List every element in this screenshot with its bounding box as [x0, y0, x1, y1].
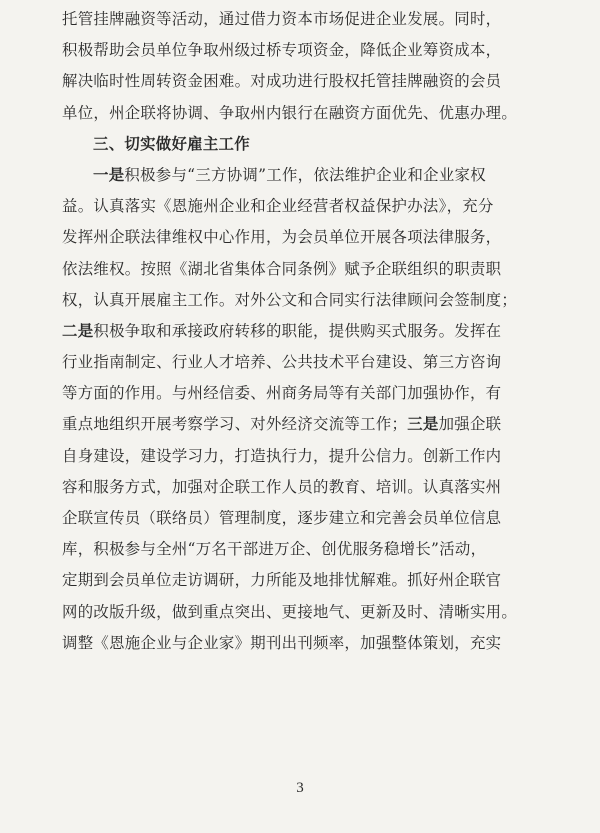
text-line: 单位，州企联将协调、争取州内银行在融资方面优先、优惠办理。: [62, 103, 518, 122]
text-line: 库，积极参与全州“万名干部进万企、创优服务稳增长”活动，: [62, 540, 487, 559]
text-span: 加强企联: [438, 415, 502, 434]
text-span: 重点地组织开展考察学习、对外经济交流等工作；: [62, 415, 408, 434]
text-line: 容和服务方式，加强对企联工作人员的教育、培训。认真落实州: [62, 477, 502, 496]
text-line: 行业指南制定、行业人才培养、公共技术平台建设、第三方咨询: [62, 353, 502, 372]
text-line: 网的改版升级，做到重点突出、更接地气、更新及时、清晰实用。: [62, 602, 518, 621]
point-label: 一是: [93, 165, 125, 184]
section-heading: 三、切实做好雇主工作: [93, 134, 250, 153]
text-line: 定期到会员单位走访调研，力所能及地排忧解难。抓好州企联官: [62, 571, 502, 590]
text-line: [62, 160, 582, 191]
text-line: 托管挂牌融资等活动，通过借力资本市场促进企业发展。同时，: [62, 10, 502, 28]
page-number: 3: [296, 780, 304, 796]
text-line: 解决临时性周转资金困难。对成功进行股权托管挂牌融资的会员: [62, 72, 502, 91]
point-label: 三是: [407, 415, 439, 434]
text-line: [62, 316, 582, 347]
text-span: 积极争取和承接政府转移的职能，提供购买式服务。发挥在: [93, 321, 502, 340]
text-line: 益。认真落实《恩施州企业和企业经营者权益保护办法》，充分: [62, 197, 494, 216]
text-line: 积极帮助会员单位争取州级过桥专项资金，降低企业筹资成本，: [62, 41, 502, 60]
text-line: 企联宣传员（联络员）管理制度，逐步建立和完善会员单位信息: [62, 509, 502, 527]
text-line: 自身建设，建设学习力，打造执行力，提升公信力。创新工作内: [62, 446, 502, 465]
text-line: 权，认真开展雇主工作。对外公文和合同实行法律顾问会签制度；: [62, 290, 518, 309]
text-line: [62, 409, 582, 440]
text-line: 等方面的作用。与州经信委、州商务局等有关部门加强协作，有: [62, 384, 502, 403]
text-span: 积极参与“三方协调”工作，依法维护企业和企业家权: [124, 165, 486, 184]
body-text: [62, 4, 582, 659]
text-line: 依法维权。按照《湖北省集体合同条例》赋予企联组织的职责职: [62, 259, 502, 278]
text-line: 调整《恩施企业与企业家》期刊出刊频率，加强整体策划，充实: [62, 633, 502, 652]
point-label: 二是: [62, 321, 94, 340]
text-line: 发挥州企联法律维权中心作用，为会员单位开展各项法律服务，: [62, 228, 502, 247]
